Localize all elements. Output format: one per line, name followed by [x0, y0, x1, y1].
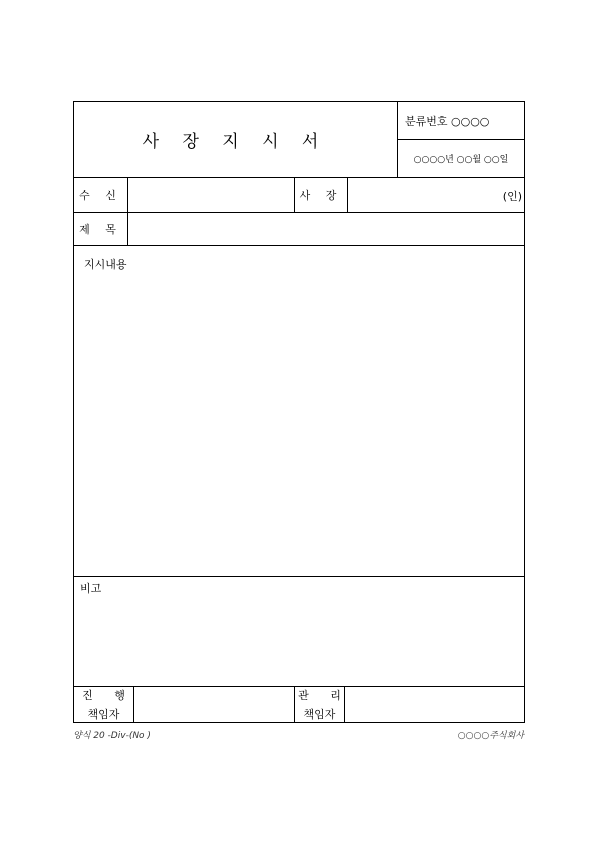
form-title: 사 장 지 시 서: [142, 132, 328, 152]
progress-manager-label: [74, 687, 133, 722]
content-label: 지시내용: [84, 258, 127, 271]
president-label: 사 장: [299, 189, 343, 202]
remarks-field[interactable]: [74, 596, 524, 686]
company-name: ○○○○주식회사: [457, 731, 524, 741]
manage-label-bottom: 책임자: [303, 707, 336, 721]
progress-label-top: 진 행: [82, 688, 134, 702]
seal-mark: (인): [502, 190, 522, 203]
classification-number: 분류번호 ○○○○: [405, 115, 490, 128]
form-number: 양식 20 -Div-(No ): [73, 731, 151, 741]
subject-label: 제 목: [79, 223, 122, 236]
issue-date: ○○○○년 ○○월 ○○일: [413, 155, 509, 165]
divider: [74, 245, 524, 246]
recipient-label: 수 신: [79, 189, 122, 202]
progress-manager-field[interactable]: [134, 687, 294, 722]
remarks-label: 비고: [80, 582, 102, 595]
manage-label-top: 관 리: [298, 688, 350, 702]
progress-label-bottom: 책임자: [87, 707, 120, 721]
divider: [74, 576, 524, 577]
subject-field[interactable]: [128, 213, 524, 245]
management-manager-label: [295, 687, 350, 722]
recipient-field[interactable]: [128, 178, 294, 212]
content-field[interactable]: [74, 272, 524, 576]
management-manager-field[interactable]: [345, 687, 524, 722]
